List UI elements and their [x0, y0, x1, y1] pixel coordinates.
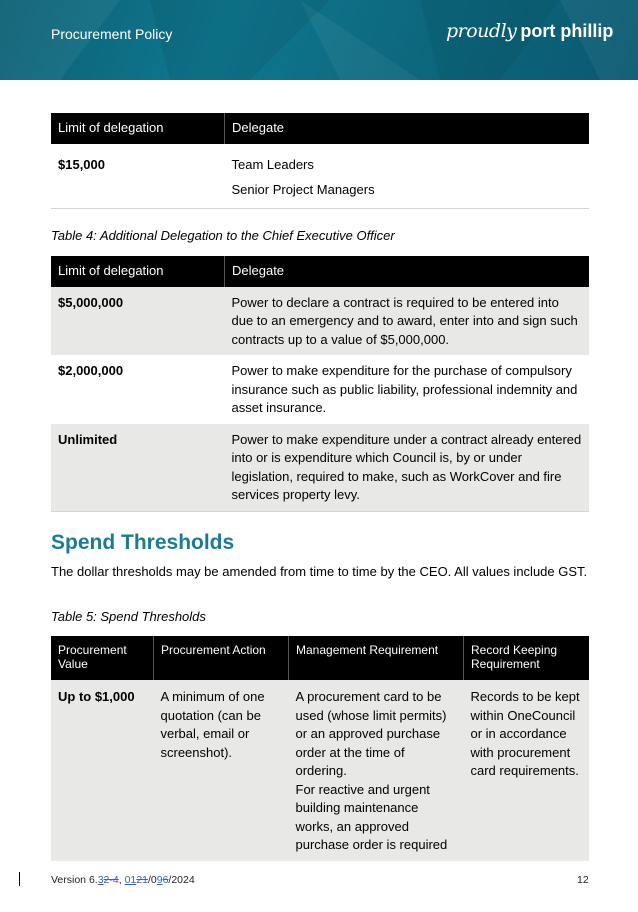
section-heading: Spend Thresholds: [51, 531, 235, 554]
limit-cell: $5,000,000: [51, 287, 225, 356]
section-intro: The dollar thresholds may be amended from time to time by the CEO. All values include GST.: [51, 564, 588, 579]
ceo-delegation-table: [51, 256, 589, 512]
column-header: Limit of delegation: [51, 256, 225, 287]
revision-insert: 3: [97, 874, 104, 886]
record-cell: Records to be kept within OneCouncil or in accordance with procurement card requirements.: [464, 680, 590, 861]
revision-insert: 9: [156, 874, 163, 886]
delegation-table-continued: [51, 113, 589, 209]
column-header: Management Requirement: [289, 636, 464, 680]
logo-bold-text: port phillip: [520, 21, 614, 41]
management-text: For reactive and urgent building maintenance works, an approved purchase order is required: [295, 781, 448, 852]
delegate-cell: Power to make expenditure under a contract already entered into or is expenditure which Council is, by or under legislation, required to make, such as WorkCover and fire services property levy.: [225, 424, 590, 512]
table-row: [51, 424, 589, 512]
limit-cell: $15,000: [51, 144, 225, 209]
revision-delete: 2-4: [103, 874, 119, 886]
management-text: A procurement card to be used (whose limit permits) or an approved purchase order at the time of ordering.: [295, 689, 447, 778]
delegate-cell: [225, 144, 590, 209]
delegate-item: Team Leaders: [231, 156, 314, 172]
table-caption: Table 5: Spend Thresholds: [51, 609, 206, 624]
version-separator: ,: [118, 874, 125, 886]
delegate-cell: Power to make expenditure for the purchase of compulsory insurance such as public liability, professional indemnity and asset insurance.: [231, 363, 578, 415]
page-number: 12: [577, 874, 589, 886]
table-row: [51, 355, 589, 424]
column-header: Delegate: [225, 113, 590, 144]
version-prefix: Version 6.: [51, 874, 98, 886]
table-row: [51, 287, 589, 356]
revision-delete: 6: [162, 874, 169, 886]
column-header: Procurement Action: [154, 636, 289, 680]
table-row: [51, 680, 589, 861]
spend-thresholds-table: [51, 636, 589, 861]
change-bar: [19, 872, 20, 886]
value-cell: Up to $1,000: [51, 680, 154, 861]
revision-delete: 21: [136, 874, 148, 886]
version-footer: [51, 874, 195, 886]
limit-cell: $2,000,000: [58, 363, 124, 378]
column-header: Delegate: [225, 256, 590, 287]
management-cell: [289, 680, 464, 861]
table-caption: Table 4: Additional Delegation to the Chief Executive Officer: [51, 228, 395, 243]
column-header: Limit of delegation: [51, 113, 225, 144]
delegate-item: Senior Project Managers: [231, 181, 375, 197]
date-year: /2024: [168, 874, 195, 886]
date-separator: /0: [147, 874, 157, 886]
column-header: Procurement Value: [51, 636, 154, 680]
action-cell: A minimum of one quotation (can be verbal, email or screenshot).: [154, 680, 289, 861]
revision-insert: 01: [124, 874, 137, 886]
logo-script-text: proudly: [446, 20, 517, 42]
document-title: Procurement Policy: [51, 26, 173, 42]
column-header: Record Keeping Requirement: [464, 636, 590, 680]
limit-cell: Unlimited: [51, 424, 225, 512]
port-phillip-logo: [446, 20, 613, 42]
delegate-cell: Power to declare a contract is required to be entered into due to an emergency and to award, enter into and sign such contracts up to a value of $5,000,000.: [225, 287, 590, 356]
header-banner: [0, 0, 638, 80]
